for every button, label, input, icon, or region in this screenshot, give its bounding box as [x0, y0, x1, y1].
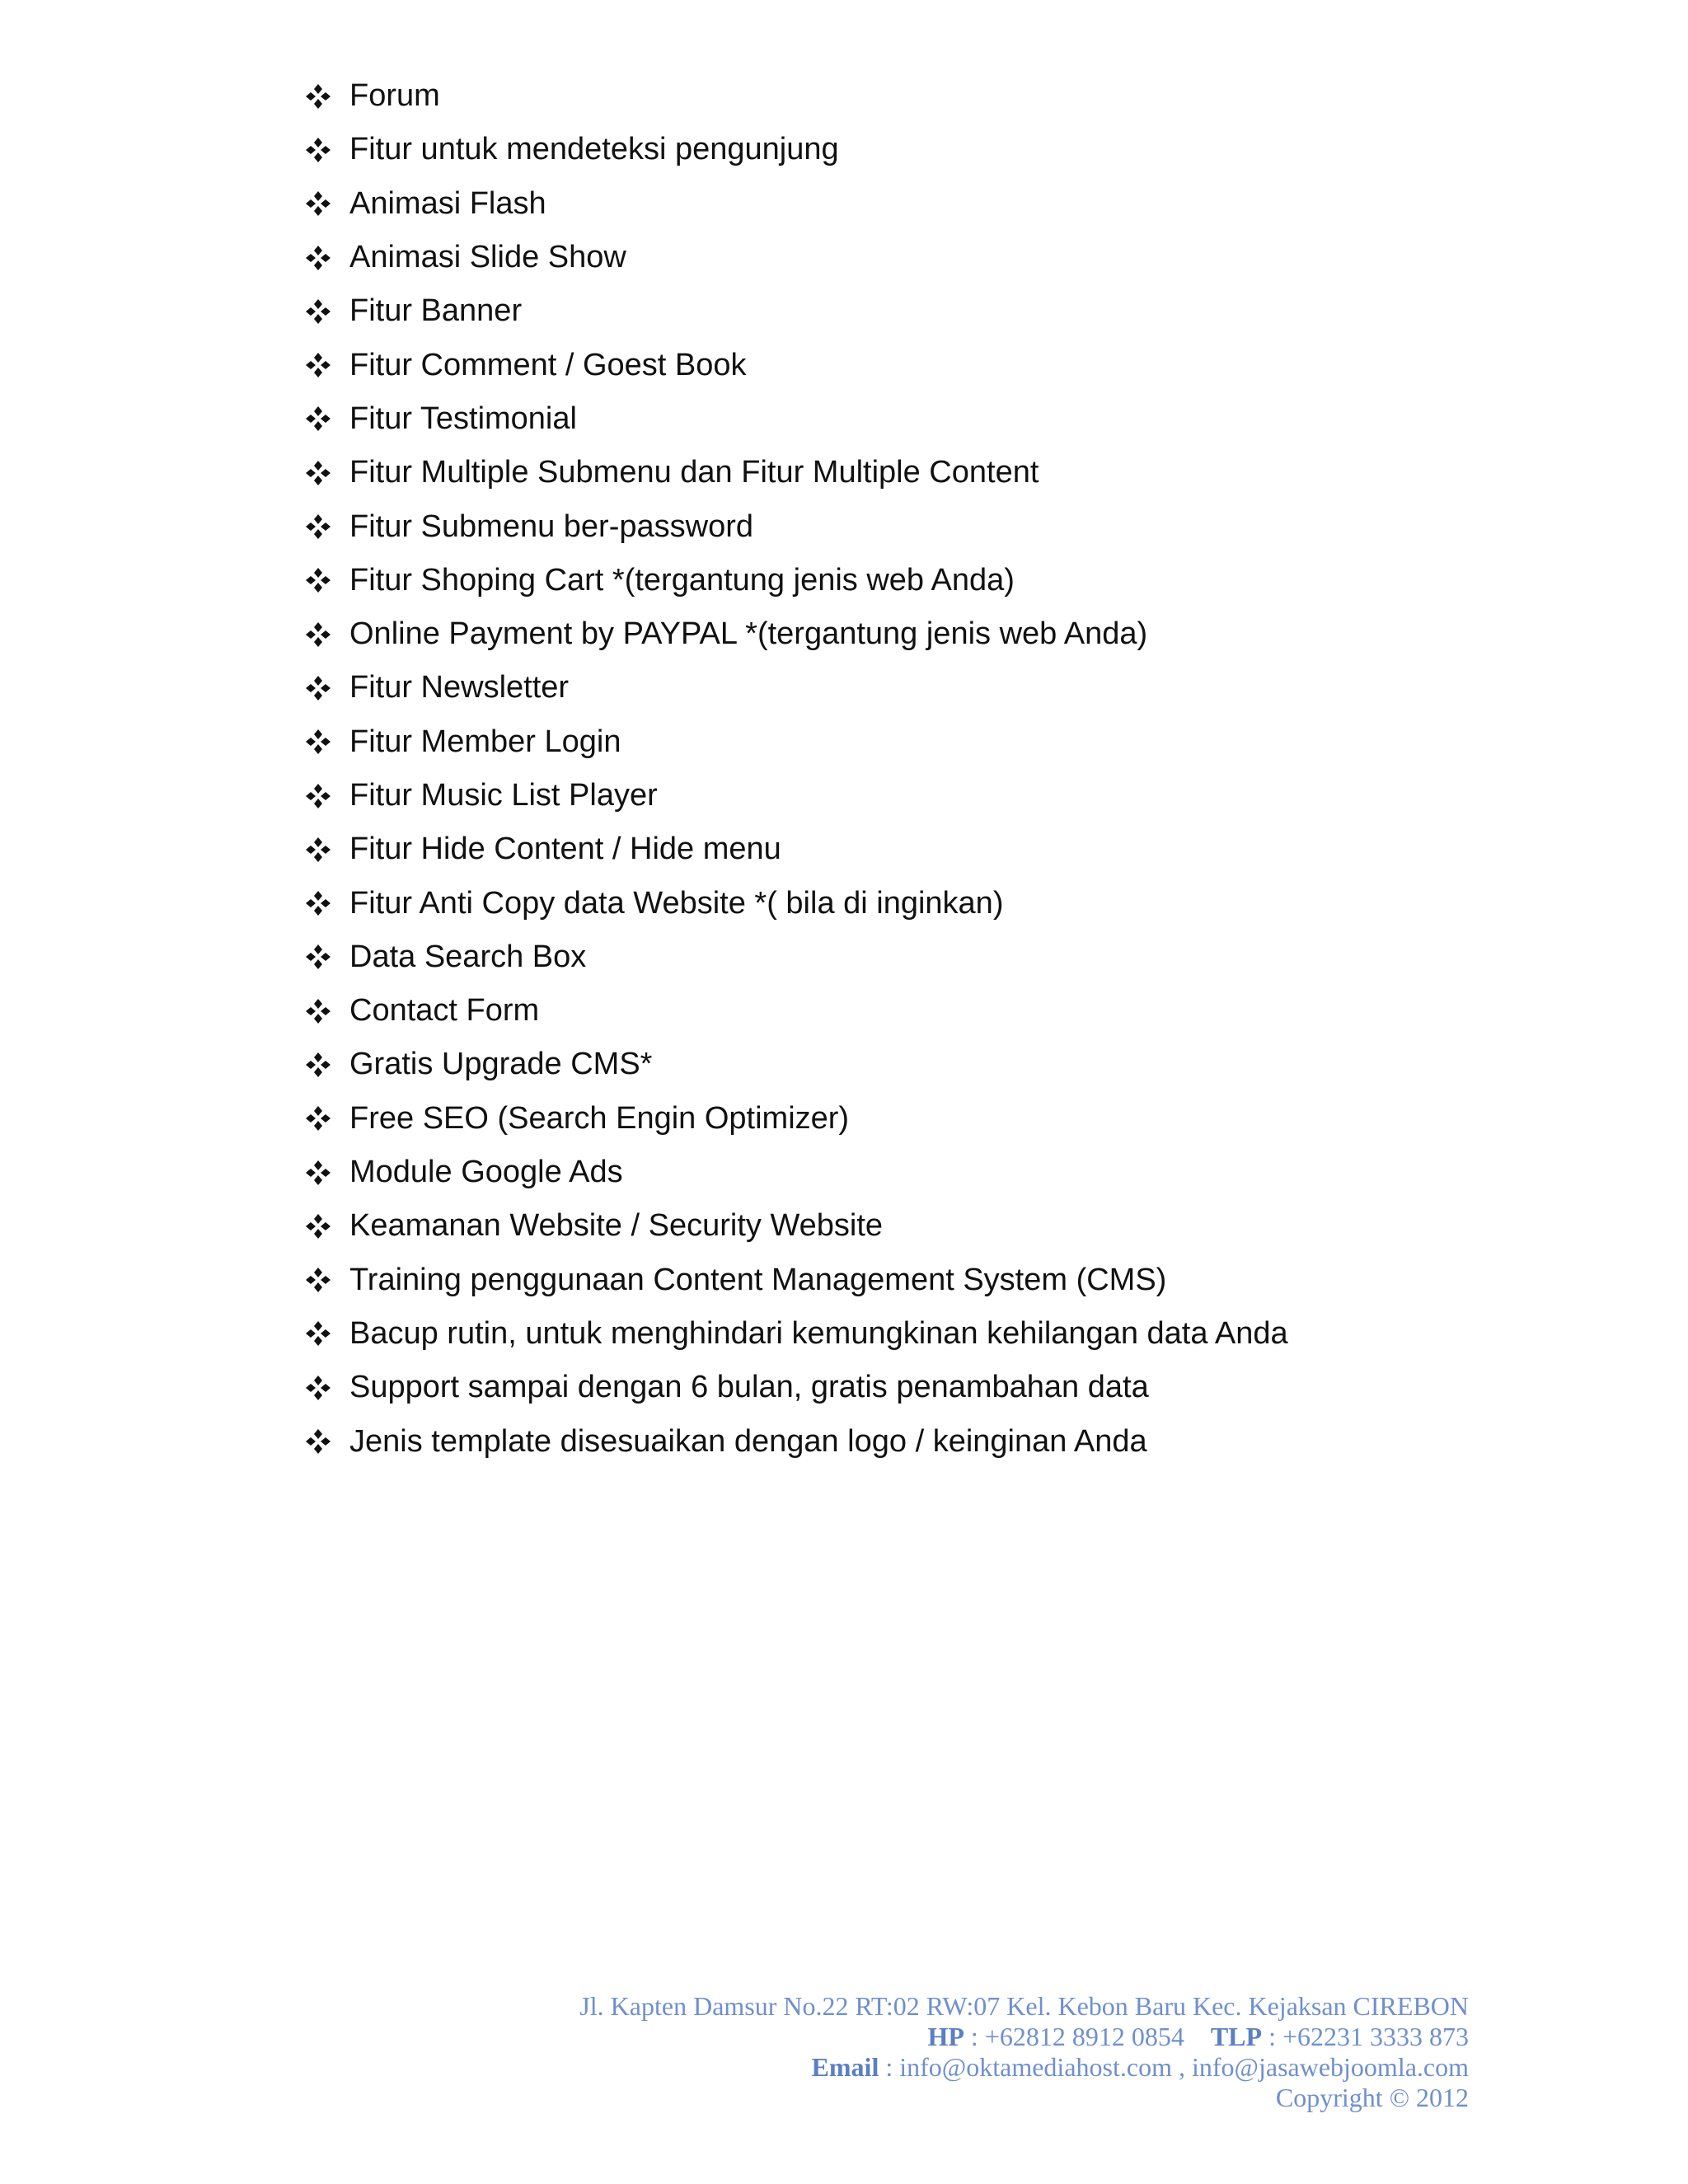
feature-item — [305, 930, 1288, 984]
footer-phone-line — [579, 2022, 1469, 2052]
feature-item — [305, 1414, 1288, 1468]
feature-item — [305, 1146, 1288, 1199]
four-diamond-bullet-icon — [305, 675, 331, 701]
feature-label: Free SEO (Search Engin Optimizer) — [349, 1100, 850, 1136]
feature-label: Fitur Shoping Cart *(tergantung jenis web Anda) — [349, 562, 1015, 598]
four-diamond-bullet-icon — [305, 944, 331, 970]
feature-label: Support sampai dengan 6 bulan, gratis penambahan data — [349, 1370, 1149, 1405]
four-diamond-bullet-icon — [305, 567, 331, 593]
four-diamond-bullet-icon — [305, 1105, 331, 1132]
feature-label: Fitur Submenu ber-password — [349, 509, 753, 544]
feature-item — [305, 769, 1288, 823]
four-diamond-bullet-icon — [305, 1428, 331, 1455]
feature-label: Fitur untuk mendeteksi pengunjung — [349, 132, 839, 167]
feature-label: Online Payment by PAYPAL *(tergantung jenis web Anda) — [349, 616, 1148, 652]
feature-item — [305, 661, 1288, 715]
feature-label: Animasi Flash — [349, 185, 546, 221]
footer-tlp-label: TLP — [1210, 2022, 1263, 2051]
feature-item — [305, 1038, 1288, 1091]
feature-item — [305, 231, 1288, 284]
feature-label: Data Search Box — [349, 939, 587, 974]
feature-item — [305, 69, 1288, 123]
four-diamond-bullet-icon — [305, 245, 331, 271]
four-diamond-bullet-icon — [305, 783, 331, 809]
feature-label: Fitur Comment / Goest Book — [349, 347, 747, 382]
footer-tlp-value: : +62231 3333 873 — [1262, 2022, 1469, 2051]
four-diamond-bullet-icon — [305, 998, 331, 1024]
four-diamond-bullet-icon — [305, 890, 331, 916]
footer-email-line — [579, 2052, 1469, 2083]
feature-label: Fitur Testimonial — [349, 401, 577, 436]
four-diamond-bullet-icon — [305, 1213, 331, 1240]
feature-item — [305, 284, 1288, 338]
four-diamond-bullet-icon — [305, 1267, 331, 1293]
feature-item — [305, 338, 1288, 391]
feature-item — [305, 876, 1288, 930]
feature-item — [305, 1092, 1288, 1146]
four-diamond-bullet-icon — [305, 83, 331, 110]
four-diamond-bullet-icon — [305, 298, 331, 325]
feature-label: Fitur Multiple Submenu dan Fitur Multiple Content — [349, 455, 1039, 490]
footer-address: Jl. Kapten Damsur No.22 RT:02 RW:07 Kel. Kebon Baru Kec. Kejaksan CIREBON — [579, 1991, 1469, 2021]
feature-item — [305, 1254, 1288, 1307]
feature-label: Bacup rutin, untuk menghindari kemungkinan kehilangan data Anda — [349, 1315, 1288, 1351]
feature-label: Fitur Banner — [349, 293, 523, 329]
feature-label: Fitur Music List Player — [349, 778, 658, 813]
feature-label: Training penggunaan Content Management System (CMS) — [349, 1262, 1167, 1297]
feature-label: Keamanan Website / Security Website — [349, 1208, 884, 1244]
four-diamond-bullet-icon — [305, 460, 331, 486]
four-diamond-bullet-icon — [305, 137, 331, 163]
feature-label: Fitur Anti Copy data Website *( bila di inginkan) — [349, 885, 1004, 921]
feature-label: Forum — [349, 78, 440, 114]
footer-email-value: : info@oktamediahost.com , info@jasawebjoomla.com — [879, 2052, 1469, 2082]
feature-label: Fitur Hide Content / Hide menu — [349, 832, 781, 867]
feature-label: Fitur Newsletter — [349, 670, 570, 705]
feature-label: Contact Form — [349, 993, 540, 1029]
four-diamond-bullet-icon — [305, 1052, 331, 1078]
four-diamond-bullet-icon — [305, 837, 331, 863]
four-diamond-bullet-icon — [305, 1160, 331, 1186]
feature-label: Module Google Ads — [349, 1155, 623, 1190]
footer-hp-value: : +62812 8912 0854 — [964, 2022, 1184, 2051]
feature-label: Fitur Member Login — [349, 724, 621, 759]
feature-item — [305, 499, 1288, 553]
footer-email-label: Email — [811, 2052, 879, 2082]
feature-item — [305, 984, 1288, 1038]
feature-item — [305, 1199, 1288, 1253]
footer-copyright: Copyright © 2012 — [1275, 2083, 1469, 2112]
footer-contact — [579, 1991, 1469, 2113]
feature-item — [305, 823, 1288, 876]
feature-item — [305, 607, 1288, 661]
four-diamond-bullet-icon — [305, 352, 331, 378]
four-diamond-bullet-icon — [305, 405, 331, 432]
feature-item — [305, 177, 1288, 231]
four-diamond-bullet-icon — [305, 729, 331, 755]
four-diamond-bullet-icon — [305, 513, 331, 540]
feature-label: Jenis template disesuaikan dengan logo / keinginan Anda — [349, 1423, 1147, 1459]
feature-item — [305, 123, 1288, 176]
footer-hp-label: HP — [927, 2022, 964, 2051]
feature-item — [305, 1307, 1288, 1361]
feature-label: Gratis Upgrade CMS* — [349, 1047, 653, 1082]
four-diamond-bullet-icon — [305, 190, 331, 217]
feature-item — [305, 392, 1288, 446]
four-diamond-bullet-icon — [305, 1375, 331, 1401]
feature-item — [305, 715, 1288, 769]
four-diamond-bullet-icon — [305, 621, 331, 648]
feature-list — [305, 69, 1288, 1469]
feature-item — [305, 1361, 1288, 1414]
feature-item — [305, 554, 1288, 607]
feature-label: Animasi Slide Show — [349, 240, 626, 275]
feature-item — [305, 446, 1288, 499]
four-diamond-bullet-icon — [305, 1320, 331, 1347]
